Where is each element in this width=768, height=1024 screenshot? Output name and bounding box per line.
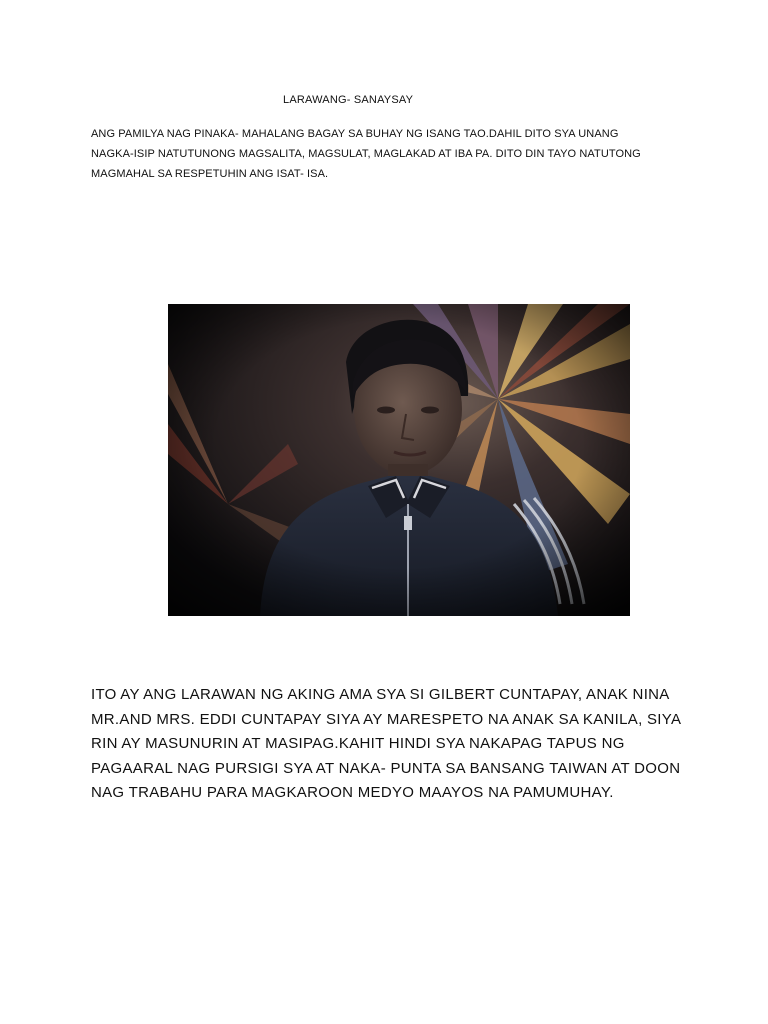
body-paragraph xyxy=(91,683,711,806)
intro-line: ANG PAMILYA NAG PINAKA- MAHALANG BAGAY SA BUHAY NG ISANG TAO.DAHIL DITO SYA UNANG xyxy=(91,128,619,140)
intro-paragraph xyxy=(91,124,691,184)
intro-line: NAGKA-ISIP NATUTUNONG MAGSALITA, MAGSULAT, MAGLAKAD AT IBA PA. DITO DIN TAYO NATUTONG xyxy=(91,148,641,160)
body-line: NAG TRABAHU PARA MAGKAROON MEDYO MAAYOS NA PAMUMUHAY. xyxy=(91,784,614,801)
intro-line: MAGMAHAL SA RESPETUHIN ANG ISAT- ISA. xyxy=(91,168,329,180)
body-line: MR.AND MRS. EDDI CUNTAPAY SIYA AY MARESPETO NA ANAK SA KANILA, SIYA xyxy=(91,710,682,728)
document-title: LARAWANG- SANAYSAY xyxy=(283,94,414,106)
body-line: ITO AY ANG LARAWAN NG AKING AMA SYA SI GILBERT CUNTAPAY, ANAK NINA xyxy=(91,686,670,703)
body-line: PAGAARAL NAG PURSIGI SYA AT NAKA- PUNTA SA BANSANG TAIWAN AT DOON xyxy=(91,759,681,777)
body-line: RIN AY MASUNURIN AT MASIPAG.KAHIT HINDI SYA NAKAPAG TAPUS NG xyxy=(91,735,625,752)
portrait-photo-image xyxy=(168,304,630,616)
portrait-photo xyxy=(168,304,630,616)
